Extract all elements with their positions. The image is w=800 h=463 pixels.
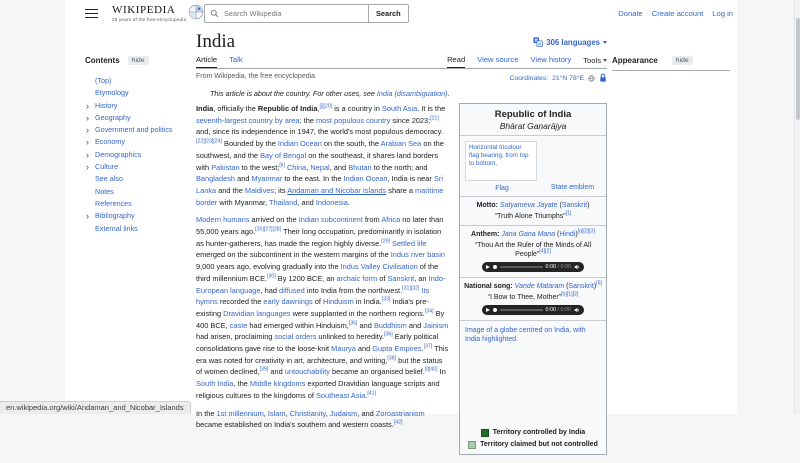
text-run: , had [260, 285, 280, 295]
text-run: ( [564, 283, 569, 290]
text-run: no later than 55,000 years ago. [196, 215, 444, 237]
wikipedia-tagline: 25 years of the free encyclopedia [112, 17, 187, 22]
inline-link[interactable]: Its hymns [196, 285, 430, 307]
audio-total-time: / 0:00 [557, 306, 571, 313]
inline-link[interactable]: Myanmar [251, 174, 283, 184]
reference-link[interactable]: [35] [348, 320, 358, 327]
infobox-native-name: Bhārat Gaṇarājya [499, 121, 567, 131]
inline-link[interactable]: most populous country [315, 115, 391, 125]
inline-link[interactable]: Indian Ocean [343, 174, 388, 184]
inline-link[interactable]: Sanskrit [568, 283, 594, 290]
text-run: Early political consolidations gave rise to the loose-knit [196, 332, 439, 354]
inline-link[interactable]: Jainism [423, 320, 449, 330]
sidebar-item-label: (Top) [95, 76, 112, 85]
reference-link[interactable]: [1] [565, 210, 572, 217]
page-protection-lock-icon[interactable] [599, 73, 607, 83]
anthem-section [460, 225, 606, 277]
reference-link[interactable]: [37] [423, 343, 433, 350]
map-section [460, 320, 606, 454]
text-run: with Myanmar, [217, 197, 269, 207]
sidebar-item-economy[interactable] [85, 136, 193, 148]
inline-link[interactable]: India (disambiguation) [376, 89, 448, 98]
text-run: , and [297, 197, 316, 207]
sidebar-item-bibliography[interactable] [85, 210, 193, 222]
inline-link[interactable]: Nepal [310, 162, 330, 172]
map-legend-item [465, 428, 601, 437]
inline-link[interactable]: Sanskrit [561, 202, 588, 209]
text-run: In [437, 367, 446, 377]
contents-title: Contents [85, 56, 120, 65]
chevron-right-icon[interactable]: › [86, 162, 89, 173]
scrollbar[interactable] [794, 0, 800, 414]
text-run: , [306, 162, 311, 172]
tabs-left [196, 55, 243, 68]
sidebar-item-label: Economy [95, 137, 125, 147]
inline-link[interactable]: diffused [279, 285, 305, 295]
text-run: in India. [353, 297, 382, 307]
song-audio-player[interactable] [482, 305, 584, 315]
search-button[interactable]: Search [368, 4, 409, 23]
legend-label: Territory claimed but not controlled [480, 441, 598, 448]
text-run: on the south, the [321, 139, 381, 149]
seek-track[interactable] [500, 309, 543, 311]
text-run: , the [233, 379, 250, 389]
inline-link[interactable]: Judaism [329, 408, 358, 418]
seek-thumb[interactable] [493, 265, 497, 269]
inline-link[interactable]: Christianity [289, 408, 326, 418]
languages-label: 306 languages [546, 37, 600, 47]
reference-link[interactable]: [22][23][24] [196, 138, 222, 145]
text-run: into India from the northwest. [304, 285, 403, 295]
text-run: This article is about the country. For other uses, see [210, 89, 377, 98]
legend-swatch [481, 429, 489, 437]
text-run: arrived on the [249, 215, 299, 225]
text-run: Bounded by the [221, 139, 278, 149]
inline-link[interactable]: Arabian Sea [380, 139, 422, 149]
text-run: ; the [299, 115, 316, 125]
text-run: By 400 BCE, [196, 308, 445, 330]
sidebar-item-culture[interactable] [85, 161, 193, 173]
from-wikipedia-line: From Wikipedia, the free encyclopedia [196, 73, 316, 80]
appearance-panel [612, 56, 730, 71]
motto-line [464, 201, 602, 210]
inline-link[interactable]: early dawnings [263, 297, 313, 307]
text-run: “I Bow to Thee, Mother” [487, 294, 562, 301]
reference-link[interactable]: [5] [596, 280, 602, 287]
inline-link[interactable]: Middle kingdoms [249, 379, 306, 389]
inline-link[interactable]: South Asia [381, 104, 418, 113]
inline-link[interactable]: Modern humans [196, 215, 250, 225]
sidebar-item-label: History [95, 100, 118, 110]
inline-link[interactable]: Indus river basin [390, 250, 445, 260]
text-run: In the [196, 408, 217, 418]
audio-total-time: / 0:00 [557, 263, 571, 270]
reference-link[interactable]: [34] [424, 308, 434, 315]
text-run: of the third millennium BCE. [196, 262, 439, 283]
inline-link[interactable]: Jana Gana Mana [501, 231, 556, 238]
sidebar-item-label: References [95, 198, 132, 208]
text-run: , India is near [387, 174, 434, 184]
inline-link[interactable]: social orders [274, 332, 317, 342]
text-run: recorded the [217, 297, 264, 307]
reference-link[interactable]: [31][32] [402, 285, 420, 292]
flag-image-placeholder[interactable]: Horizontal tricolour flag bearing, from top to bottom, [465, 141, 537, 181]
state-emblem-link[interactable]: State emblem [550, 184, 595, 191]
chevron-down-icon [603, 59, 607, 62]
inline-link[interactable]: Maurya [331, 344, 356, 354]
inline-link[interactable]: caste [229, 320, 248, 330]
chevron-right-icon[interactable]: › [86, 125, 89, 136]
tab-view-history[interactable]: View history [530, 55, 572, 64]
tools-menu[interactable] [583, 55, 607, 68]
text-run: unlinked to heredity. [316, 332, 385, 342]
sidebar-item-label: See also [95, 174, 123, 184]
tab-talk[interactable]: Talk [229, 55, 243, 64]
motto-translation [464, 212, 602, 221]
sidebar-item-etymology[interactable] [85, 87, 193, 99]
map-empty-area [465, 344, 601, 428]
tab-article[interactable]: Article [196, 55, 217, 68]
inline-link[interactable]: seventh-largest country by area [196, 115, 300, 125]
inline-link[interactable]: Sanskrit [387, 273, 415, 283]
text-run: India's pre-existing [196, 297, 429, 318]
text-run: 9,000 years ago, evolving gradually into the [196, 262, 341, 272]
sidebar-item-label: Bibliography [95, 211, 135, 221]
search-bar [204, 4, 409, 23]
text-run: on the southeast, it shares land borders with [196, 150, 439, 172]
text-run: were supplanted in the northern regions. [290, 308, 425, 318]
text-run: and [235, 174, 252, 184]
header-link-log-in[interactable]: Log in [712, 9, 733, 18]
inline-link[interactable]: Hinduism [322, 297, 354, 307]
text-run: to the west; [239, 162, 280, 172]
svg-text:A: A [538, 42, 542, 48]
languages-button[interactable] [533, 37, 607, 47]
inline-link[interactable]: Sri Lanka [196, 174, 443, 195]
search-input[interactable] [204, 4, 368, 23]
anthem-translation [464, 241, 602, 259]
inline-link[interactable]: Bay of Bengal [260, 150, 307, 160]
puzzle-globe-icon [188, 4, 204, 20]
inline-link[interactable]: Bhutan [348, 162, 372, 172]
audio-current-time: 0:00 [545, 306, 556, 313]
reference-link[interactable]: [38] [387, 355, 397, 362]
sidebar-item-label: Demographics [95, 149, 142, 159]
header-links [618, 9, 733, 18]
reference-link[interactable]: [29] [381, 238, 390, 245]
text-run: , [325, 408, 330, 418]
inline-link[interactable]: Hindi [559, 231, 576, 238]
text-run: ) [575, 231, 578, 238]
text-run: By 1200 BCE, an [275, 273, 337, 283]
reference-link[interactable]: [4][2] [539, 248, 551, 255]
header-link-create-account[interactable]: Create account [651, 9, 704, 18]
inline-link[interactable]: Gupta Empires [372, 344, 422, 354]
inline-link[interactable]: Thailand [269, 197, 298, 207]
sidebar-item-external-links[interactable] [85, 223, 193, 235]
chevron-down-icon [603, 41, 607, 44]
text-run: , and [357, 408, 376, 418]
contents-hide-button[interactable]: hide [128, 56, 149, 65]
text-run: , [263, 408, 268, 418]
volume-icon[interactable] [574, 307, 580, 313]
reference-link[interactable]: [33] [381, 296, 391, 303]
reference-link[interactable]: [l][40] [424, 367, 438, 373]
text-run: of [312, 297, 323, 307]
text-run: of [377, 273, 388, 283]
scrollbar-thumb[interactable] [796, 18, 800, 120]
language-icon [533, 37, 543, 47]
text-run: but the status of women declined, [196, 355, 443, 377]
motto-section [460, 196, 606, 225]
inline-link[interactable]: Settled life [392, 238, 427, 248]
appearance-title: Appearance [612, 56, 658, 65]
text-run: “Truth Alone Triumphs” [494, 213, 566, 220]
text-run: and the [216, 185, 245, 195]
inline-link[interactable]: 1st millennium [216, 408, 264, 418]
sidebar-item-notes[interactable] [85, 186, 193, 198]
sidebar-item-label: External links [95, 223, 138, 233]
chevron-right-icon[interactable]: › [86, 137, 89, 148]
infobox-country [459, 103, 607, 455]
text-run: is a country in [332, 104, 382, 113]
text-run: “Thou Art the Ruler of the Minds of All People” [474, 242, 592, 258]
text-run: share a [386, 185, 416, 195]
text-run: , an [414, 273, 429, 283]
text-run: had arisen, proclaiming [196, 332, 275, 342]
map-image-placeholder[interactable]: Image of a globe centred on India, with India highlighted. [465, 327, 586, 343]
contents-sidebar [85, 56, 193, 235]
coordinates-value[interactable]: 21°N 78°E [552, 74, 584, 82]
reference-link[interactable]: [41] [367, 390, 376, 397]
chevron-right-icon[interactable]: › [86, 211, 89, 222]
text-run: since 2023; [390, 115, 431, 125]
flag-caption-link[interactable]: Flag [495, 185, 509, 192]
tab-view-source[interactable]: View source [477, 55, 519, 64]
text-run: and [357, 320, 374, 330]
text-run: ; its [274, 185, 288, 195]
text-run: . [447, 89, 450, 98]
text-run: to the east. In the [282, 174, 344, 184]
anthem-line [464, 230, 602, 239]
wikipedia-logo[interactable] [112, 4, 204, 22]
audio-current-time: 0:00 [545, 263, 556, 270]
volume-icon[interactable] [574, 264, 580, 270]
inline-link[interactable]: China [286, 162, 307, 172]
reference-link[interactable]: [30] [267, 273, 276, 280]
sidebar-item-top[interactable] [85, 75, 193, 87]
inline-link[interactable]: Dravidian languages [223, 308, 291, 318]
text-run: Their long occupation, predominantly in isolation as hunter-gatherers, has made the region highly diverse. [196, 227, 442, 248]
reference-link[interactable]: [36] [384, 331, 393, 338]
text-run: to the north; and [371, 162, 428, 172]
anthem-audio-player[interactable] [482, 262, 584, 272]
text-run: exported Dravidian language scripts and religious cultures to the kingdoms of [196, 379, 440, 400]
sidebar-item-see-also[interactable] [85, 173, 193, 185]
text-run: and [355, 344, 373, 354]
text-run: from [362, 215, 382, 225]
text-run: , [285, 408, 290, 418]
inline-link[interactable]: Zoroastrianism [375, 408, 425, 418]
text-run: ( [555, 231, 560, 238]
inline-link[interactable]: Vande Mataram [514, 283, 565, 290]
inline-link[interactable]: Indus Valley Civilisation [340, 262, 418, 272]
sidebar-item-label: Etymology [95, 88, 129, 98]
page-title: India [196, 31, 236, 52]
seek-thumb[interactable] [493, 308, 497, 312]
sidebar-item-history[interactable] [85, 100, 193, 112]
text-run: , and [329, 162, 349, 172]
text-run: ) [593, 283, 597, 290]
sidebar-item-label: Government and politics [95, 125, 173, 135]
tab-read[interactable]: Read [447, 55, 465, 68]
text-run: became established on India's southern and western coasts. [196, 420, 394, 430]
inline-link[interactable]: Maldives [244, 185, 275, 195]
sidebar-item-government-and-politics[interactable] [85, 124, 193, 136]
sidebar-item-label: Geography [95, 112, 131, 122]
inline-link[interactable]: Bangladesh [196, 174, 236, 184]
map-legend-item [465, 440, 601, 449]
text-run: . [365, 390, 368, 400]
globe-icon[interactable] [588, 75, 595, 82]
text-run: and, since its independence in 1947, the world's most populous democracy. [196, 127, 443, 137]
inline-link[interactable]: Africa [381, 215, 401, 225]
inline-link[interactable]: Andaman and Nicobar Islands [287, 185, 387, 195]
inline-link[interactable]: maritime border [196, 185, 444, 207]
text-run: Republic of India [257, 104, 318, 113]
sidebar-item-label: Culture [95, 162, 119, 172]
text-run: and [406, 320, 424, 330]
text-run: on the southwest, and the [196, 139, 444, 160]
text-run: . It is the [417, 104, 446, 113]
map-legend [465, 428, 601, 449]
text-run: and [268, 367, 285, 377]
seek-track[interactable] [500, 266, 543, 268]
chevron-right-icon[interactable]: › [86, 112, 89, 123]
hatnote [210, 89, 607, 98]
inline-link[interactable]: archaic form [336, 273, 378, 283]
text-run: . [421, 344, 424, 354]
content-surface [65, 0, 737, 448]
legend-label: Territory controlled by India [492, 429, 586, 436]
text-run: , officially the [213, 104, 258, 113]
infobox-title: Republic of India [494, 109, 572, 120]
coordinates-label[interactable]: Coordinates: [509, 74, 549, 82]
sidebar-item-geography[interactable] [85, 112, 193, 124]
text-run: had emerged within Hinduism, [247, 320, 349, 330]
national-song-section [460, 277, 606, 320]
text-run: , [317, 104, 320, 113]
article-column [196, 30, 607, 463]
reference-link[interactable]: [b][1][2] [561, 291, 579, 298]
chevron-right-icon[interactable]: › [86, 100, 89, 111]
text-run: ( [557, 202, 562, 209]
inline-link[interactable]: Indo-European language [196, 273, 446, 295]
tab-bar [196, 55, 607, 69]
inline-link[interactable]: Indonesia [315, 197, 348, 207]
song-translation [464, 293, 602, 302]
status-bar-url: en.wikipedia.org/wiki/Andaman_and_Nicobar_Islands [0, 401, 191, 414]
contents-list [85, 75, 193, 235]
inline-link[interactable]: Satyameva Jayate [499, 202, 558, 209]
inline-link[interactable]: Pakistan [211, 162, 240, 172]
text-run: became an organised belief. [330, 367, 425, 377]
tabs-right [447, 55, 571, 68]
inline-link[interactable]: Islam [267, 408, 286, 418]
header-link-donate[interactable]: Donate [618, 9, 643, 18]
text-run: ) [587, 202, 590, 209]
tools-label: Tools [583, 55, 601, 65]
inline-link[interactable]: Southeast Asia [315, 390, 366, 400]
reference-link[interactable]: [39] [259, 367, 269, 373]
search-icon [210, 9, 219, 18]
play-icon[interactable] [486, 308, 490, 312]
reference-link[interactable]: [42] [393, 419, 403, 426]
reference-link[interactable]: [j][20] [319, 103, 333, 110]
inline-link[interactable]: Buddhism [373, 320, 407, 330]
text-run: . [347, 197, 350, 207]
reference-link[interactable]: [a][2][3] [577, 228, 595, 235]
chevron-right-icon[interactable]: › [86, 149, 89, 160]
inline-link[interactable]: South India [196, 379, 234, 389]
reference-link[interactable]: [26][27][28] [255, 226, 282, 233]
wikipedia-wordmark: WIKIPEDIA [112, 4, 176, 16]
text-run: emerged on the subcontinent in the western margins of the [196, 250, 391, 260]
text-run: Motto: [476, 202, 500, 209]
inline-link[interactable]: Indian subcontinent [298, 215, 363, 225]
reference-link[interactable]: [21] [430, 115, 439, 122]
song-line [464, 282, 602, 291]
sidebar-item-demographics[interactable] [85, 149, 193, 161]
main-menu-icon[interactable] [85, 9, 98, 18]
sidebar-item-references[interactable] [85, 198, 193, 210]
reference-link[interactable]: [k] [279, 162, 285, 169]
legend-swatch [468, 441, 476, 449]
sidebar-item-label: Notes [95, 186, 114, 196]
text-run: National song: [464, 283, 515, 290]
play-icon[interactable] [486, 265, 490, 269]
inline-link[interactable]: untouchability [284, 367, 330, 377]
text-run: This era was noted for creativity in art, architecture, and writing, [196, 344, 449, 365]
appearance-hide-button[interactable]: hide [672, 56, 693, 65]
text-run: Anthem: [471, 231, 502, 238]
text-run: India [196, 104, 214, 113]
inline-link[interactable]: Indian Ocean [277, 139, 322, 149]
